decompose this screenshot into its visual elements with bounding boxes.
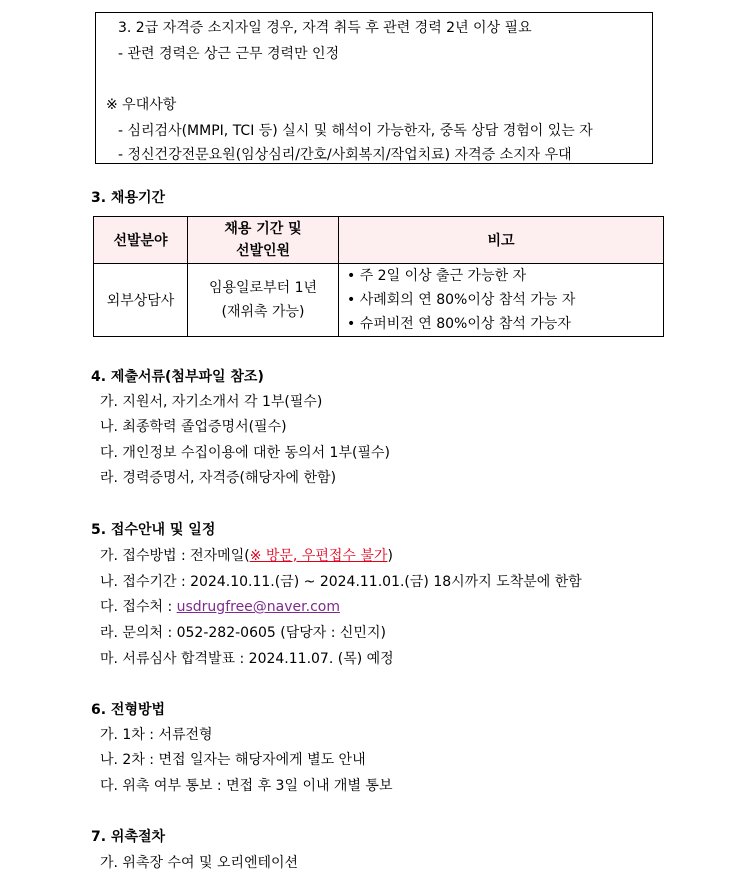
email-prefix: 다. 접수처 :: [100, 599, 177, 615]
recruitment-table: [93, 216, 664, 337]
submission-method: [100, 545, 393, 565]
document-item: 나. 최종학력 졸업증명서(필수): [100, 419, 287, 435]
selection-step: 나. 2차 : 면접 일자는 해당자에게 별도 안내: [100, 752, 366, 768]
section-5-title: 5. 접수안내 및 일정: [91, 522, 216, 538]
section-4-title: 4. 제출서류(첨부파일 참조): [91, 369, 264, 385]
method-prefix: 가. 접수방법 : 전자메일(: [100, 548, 250, 564]
cell-notes: [339, 264, 664, 337]
header-field: 선발분야: [94, 217, 188, 264]
cell-field: 외부상담사: [94, 264, 188, 337]
section-3-title: 3. 채용기간: [91, 190, 166, 206]
method-note: ※ 방문, 우편접수 불가: [249, 548, 388, 564]
notice-box: [95, 12, 653, 164]
procedure-item: 가. 위촉장 수여 및 오리엔테이션: [100, 855, 299, 871]
announcement-date: 마. 서류심사 합격발표 : 2024.11.07. (목) 예정: [100, 651, 394, 667]
note-item: • 사례회의 연 80%이상 참석 가능 자: [347, 292, 576, 308]
document-item: 라. 경력증명서, 자격증(해당자에 한함): [100, 470, 337, 486]
preference-line: - 정신건강전문요원(임상심리/간호/사회복지/작업치료) 자격증 소지자 우대: [118, 147, 572, 163]
renewal-text: (재위촉 가능): [221, 304, 305, 320]
selection-step: 다. 위촉 여부 통보 : 면접 후 3일 이내 개별 통보: [100, 778, 393, 794]
contact-info: 라. 문의처 : 052-282-0605 (담당자 : 신민지): [100, 625, 386, 641]
document-item: 다. 개인정보 수집이용에 대한 동의서 1부(필수): [100, 445, 390, 461]
submission-address: [100, 596, 340, 616]
header-notes: 비고: [339, 217, 664, 264]
document-item: 가. 지원서, 자기소개서 각 1부(필수): [100, 394, 323, 410]
period-text: 임용일로부터 1년: [208, 280, 318, 296]
submission-period: 나. 접수기간 : 2024.10.11.(금) ~ 2024.11.01.(금) 18시까지 도착분에 한함: [100, 574, 582, 590]
section-7-title: 7. 위촉절차: [91, 829, 166, 845]
header-period: 채용 기간 및 선발인원: [188, 217, 339, 264]
section-6-title: 6. 전형방법: [91, 702, 166, 718]
note-item: • 슈퍼비전 연 80%이상 참석 가능자: [347, 316, 571, 332]
selection-step: 가. 1차 : 서류전형: [100, 727, 213, 743]
method-suffix: ): [387, 548, 393, 564]
note-item: • 주 2일 이상 출근 가능한 자: [347, 268, 527, 284]
cell-period: [188, 264, 339, 337]
requirement-line: - 관련 경력은 상근 근무 경력만 인정: [118, 46, 340, 62]
email-link[interactable]: usdrugfree@naver.com: [176, 599, 340, 615]
preference-heading: ※ 우대사항: [106, 97, 177, 113]
requirement-line: 3. 2급 자격증 소지자일 경우, 자격 취득 후 관련 경력 2년 이상 필요: [118, 20, 532, 36]
preference-line: - 심리검사(MMPI, TCI 등) 실시 및 해석이 가능한자, 중독 상담 경험이 있는 자: [118, 123, 593, 139]
